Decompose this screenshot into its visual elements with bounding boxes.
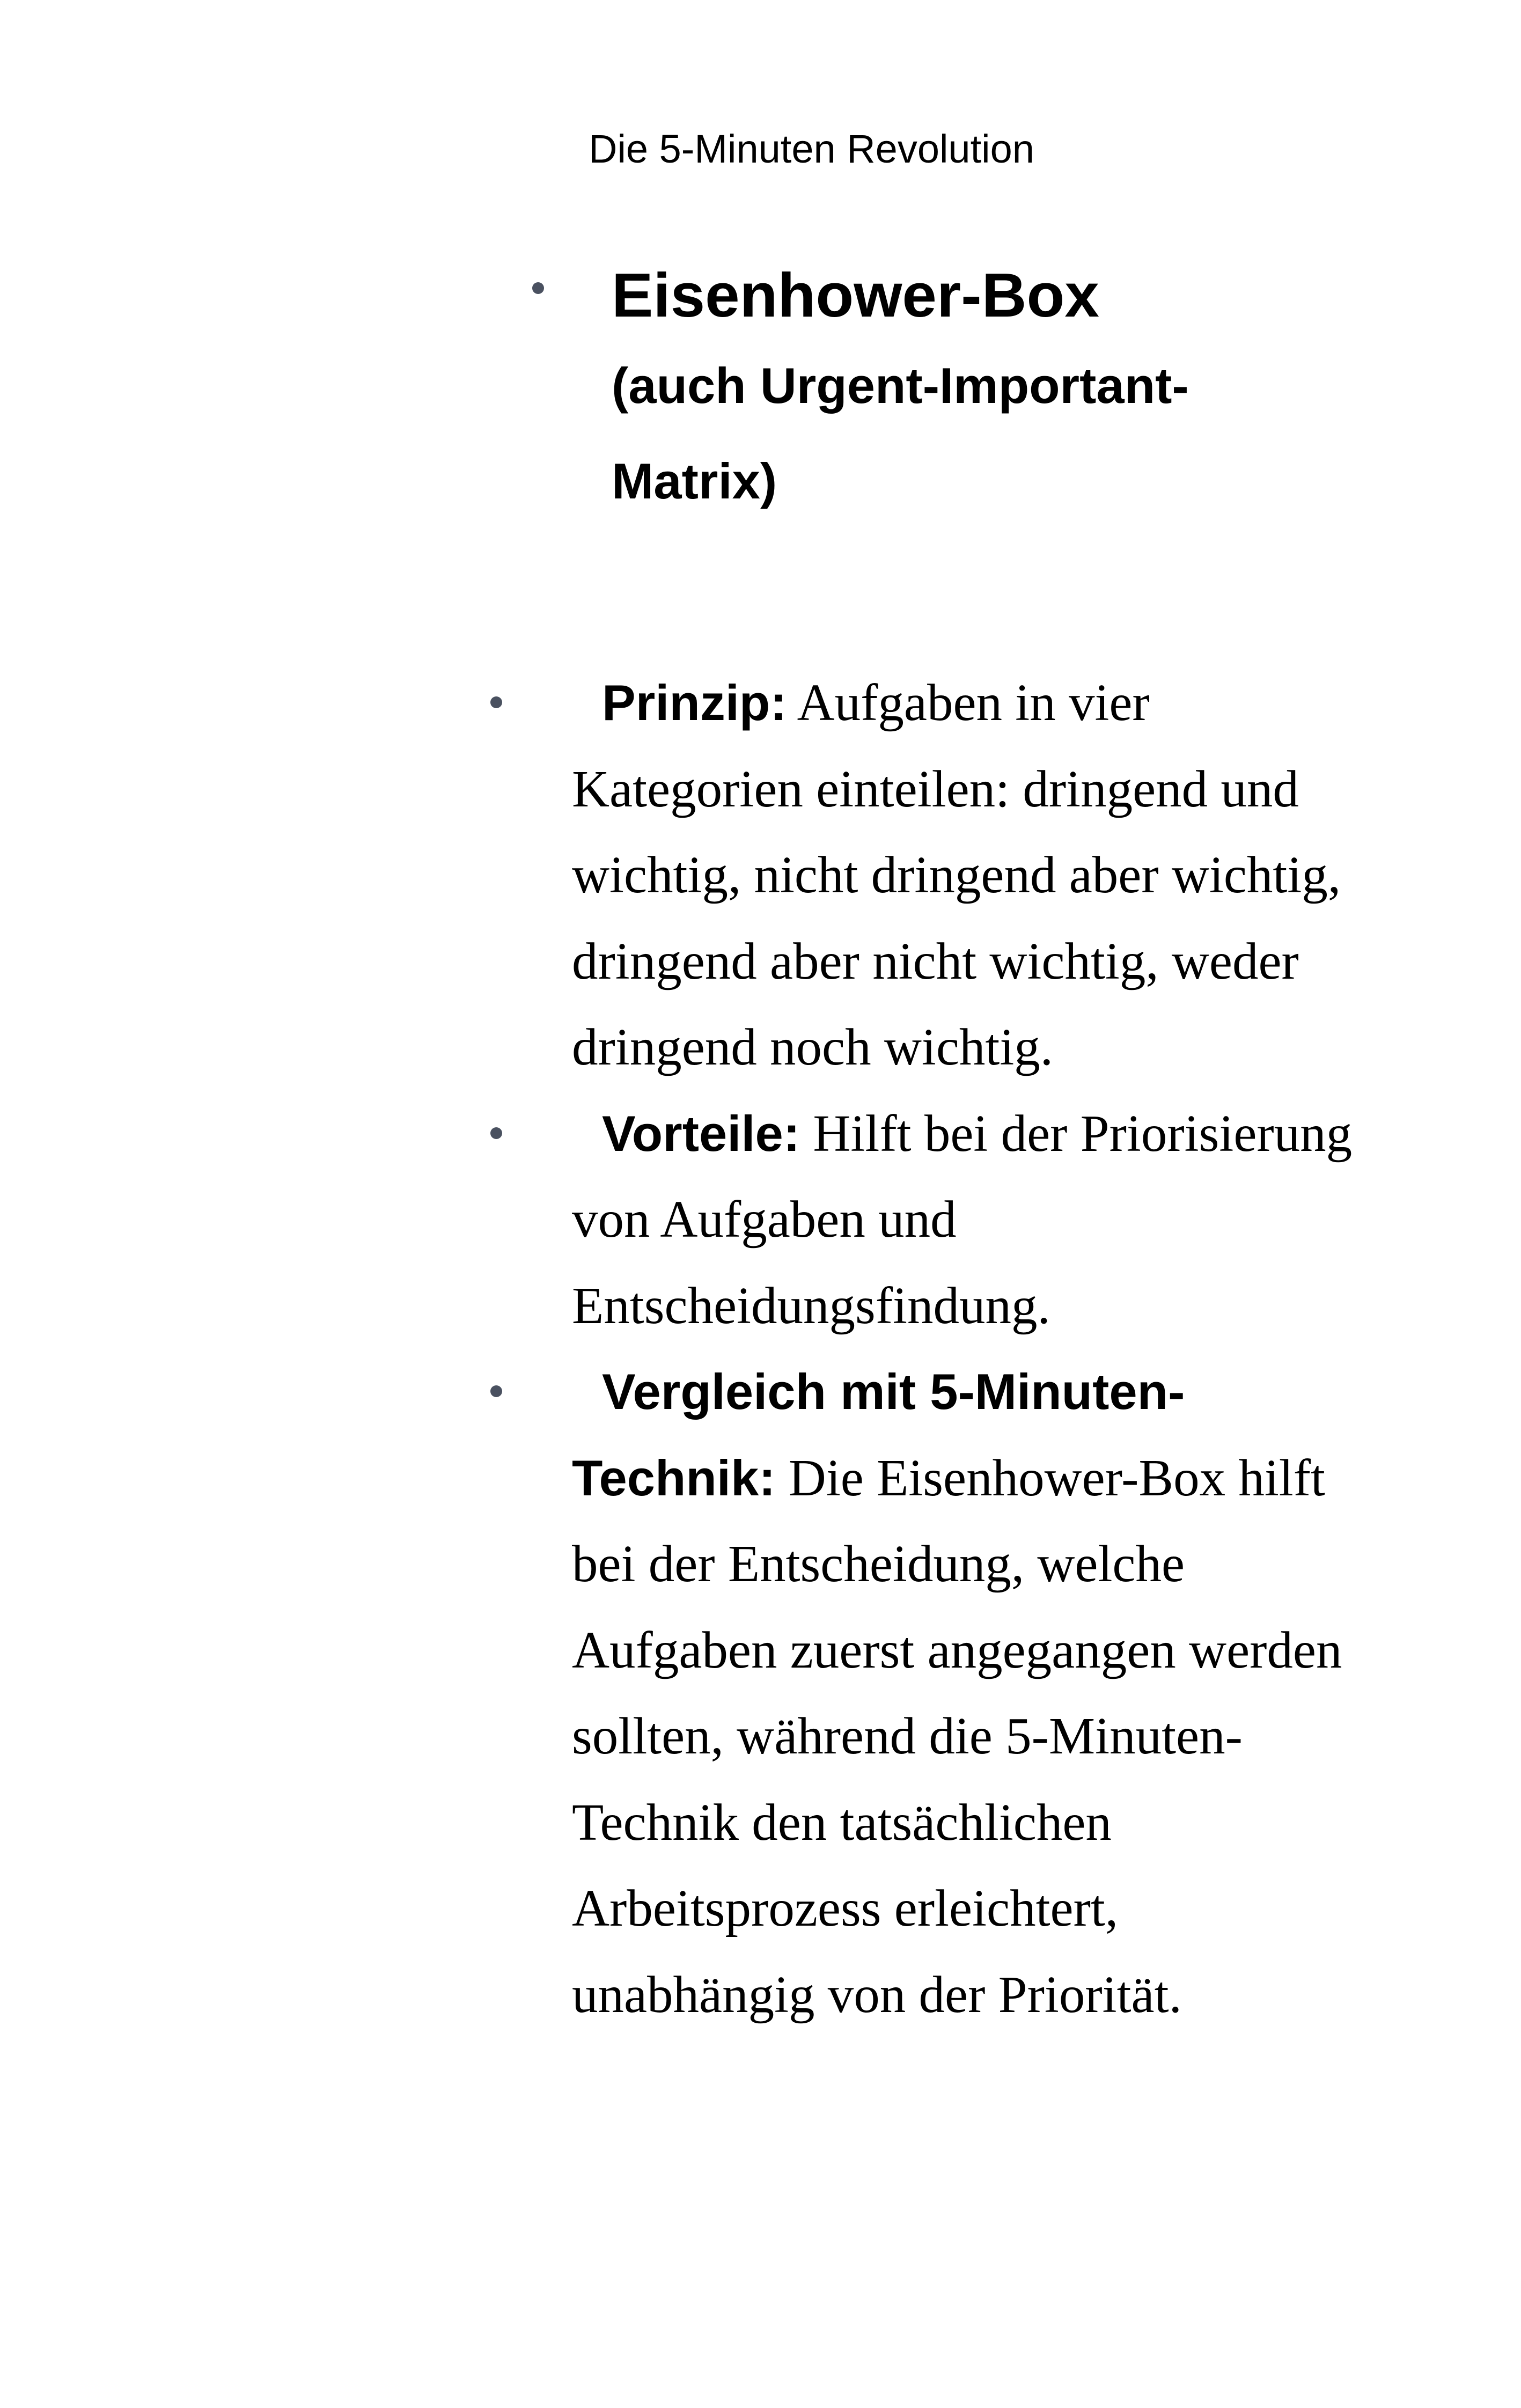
section-title: Eisenhower-Box: [612, 260, 1099, 330]
bullet-icon: [490, 1385, 502, 1397]
bullet-icon: [490, 1127, 502, 1139]
item-text: Aufgaben in vier Kategorien einteilen: dringend und wichtig, nicht dringend aber wichtig, dringend aber nicht wichtig, weder dringend noch wichtig.: [572, 674, 1341, 1076]
section-heading: [612, 252, 1416, 529]
bullet-icon: [532, 282, 544, 294]
item-term: Vergleich mit 5-Minuten-Technik:: [572, 1363, 1185, 1506]
item-term: Prinzip:: [602, 674, 787, 731]
item-text: Hilft bei der Priorisierung von Aufgaben und Entscheidungsfindung.: [572, 1104, 1353, 1334]
list-item-vergleich: [572, 1349, 1355, 2038]
bullet-list: [572, 660, 1355, 2038]
running-header: Die 5-Minuten Revolution: [589, 127, 1034, 171]
section-subtitle: (auch Urgent-Important-Matrix): [612, 357, 1189, 509]
list-item-prinzip: [572, 660, 1355, 1091]
bullet-icon: [490, 696, 502, 708]
list-item-vorteile: [572, 1091, 1355, 1349]
item-term: Vorteile:: [602, 1105, 800, 1162]
item-text: Die Eisenhower-Box hilft bei der Entscheidung, welche Aufgaben zuerst angegangen werden sollten, während die 5-Minuten-Technik den tatsächlichen Arbeitsprozess erleichtert, unabhängig von der Priorität.: [572, 1449, 1342, 2023]
